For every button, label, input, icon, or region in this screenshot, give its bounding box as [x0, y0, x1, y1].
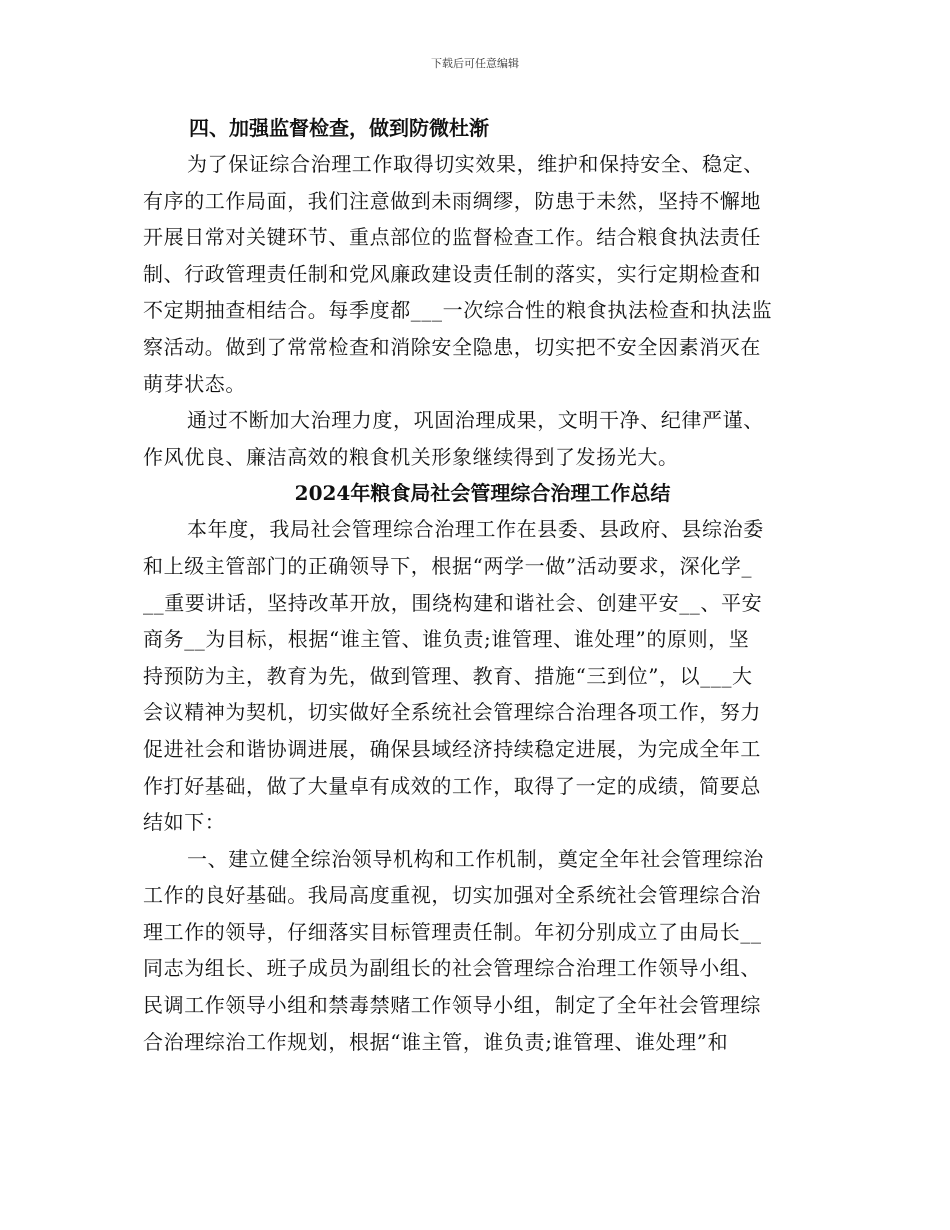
text-line: 会议精神为契机，切实做好全系统社会管理综合治理各项工作，努力 — [143, 700, 761, 725]
text-line: 作打好基础，做了大量卓有成效的工作，取得了一定的成绩，简要总 — [143, 773, 761, 798]
text-line: 萌芽状态。 — [143, 371, 246, 396]
paragraph-supervision — [143, 146, 808, 402]
text-line: 一、建立健全综治领导机构和工作机制，奠定全年社会管理综治 — [187, 846, 764, 871]
text-line: 和上级主管部门的正确领导下，根据“两学一做”活动要求，深化学_ — [143, 553, 753, 578]
text-line: 商务__为目标，根据“谁主管、谁负责;谁管理、谁处理”的原则，坚 — [143, 627, 750, 652]
text-line: 结如下： — [143, 810, 226, 835]
text-line: 作风优良、廉洁高效的粮食机关形象继续得到了发扬光大。 — [143, 444, 679, 469]
text-line: 民调工作领导小组和禁毒禁赌工作领导小组，制定了全年社会管理综 — [143, 993, 761, 1018]
paragraph-intro — [143, 511, 808, 840]
text-line: 合治理综治工作规划，根据“谁主管，谁负责;谁管理、谁处理”和 — [143, 1029, 729, 1054]
text-line: 不定期抽查相结合。每季度都___一次综合性的粮食执法检查和执法监 — [143, 298, 773, 323]
text-line: 制、行政管理责任制和党风廉政建设责任制的落实，实行定期检查和 — [143, 261, 761, 286]
text-line: 理工作的领导，仔细落实目标管理责任制。年初分别成立了由局长__ — [143, 919, 762, 944]
text-line: 察活动。做到了常常检查和消除安全隐患，切实把不安全因素消灭在 — [143, 334, 761, 359]
text-line: 促进社会和谐协调进展，确保县域经济持续稳定进展，为完成全年工 — [143, 736, 761, 761]
paragraph-results — [143, 402, 808, 475]
text-line: __重要讲话，坚持改革开放，围绕构建和谐社会、创建平安__、平安 — [143, 590, 763, 615]
text-line: 通过不断加大治理力度，巩固治理成果，文明干净、纪律严谨、 — [187, 408, 764, 433]
text-line: 同志为组长、班子成员为副组长的社会管理综合治理工作领导小组、 — [143, 956, 761, 981]
paragraph-leadership — [143, 841, 808, 1061]
document-title: 2024年粮食局社会管理综合治理工作总结 — [294, 481, 671, 506]
text-line: 为了保证综合治理工作取得切实效果，维护和保持安全、稳定、 — [187, 152, 764, 176]
text-line: 有序的工作局面，我们注意做到未雨绸缪，防患于未然，坚持不懈地 — [143, 188, 761, 213]
document-body — [143, 110, 808, 1060]
text-line: 本年度，我局社会管理综合治理工作在县委、县政府、县综治委 — [187, 517, 764, 542]
text-line: 开展日常对关键环节、重点部位的监督检查工作。结合粮食执法责任 — [143, 225, 761, 250]
text-line: 工作的良好基础。我局高度重视，切实加强对全系统社会管理综合治 — [143, 883, 761, 908]
text-line: 持预防为主，教育为先，做到管理、教育、措施“三到位”，以___大 — [143, 663, 753, 688]
section-heading: 四、加强监督检查，做到防微杜渐 — [189, 116, 489, 140]
header-note: 下载后可任意编辑 — [431, 57, 519, 70]
